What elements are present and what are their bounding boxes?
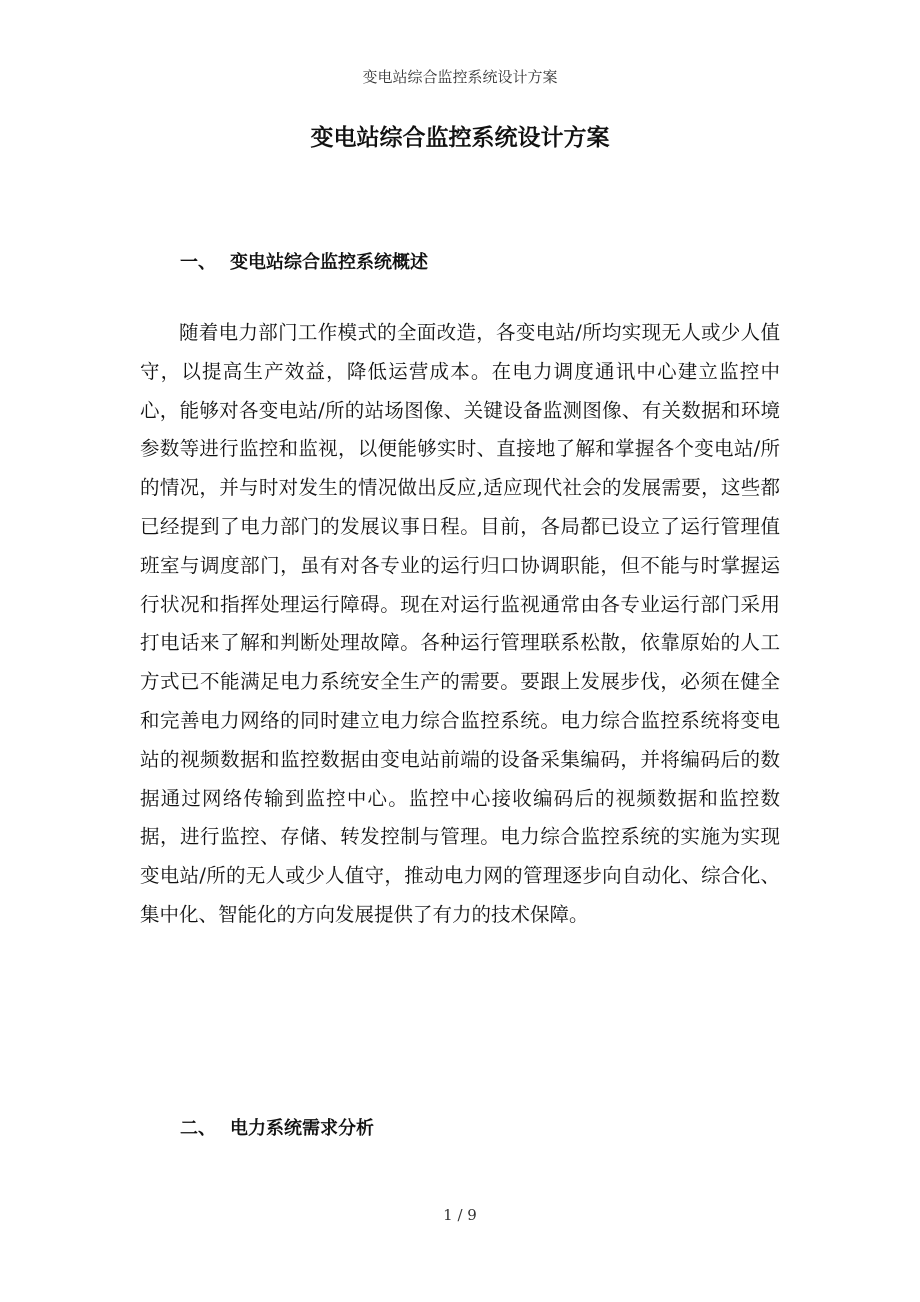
section-number-2: 二、 <box>180 1118 216 1139</box>
section-heading-1 <box>180 248 428 278</box>
running-header: 变电站综合监控系统设计方案 <box>362 68 558 86</box>
section-heading-1-text: 变电站综合监控系统概述 <box>230 252 428 273</box>
section-heading-2-text: 电力系统需求分析 <box>230 1118 374 1139</box>
section-heading-2 <box>180 1114 374 1144</box>
document-title: 变电站综合监控系统设计方案 <box>310 125 610 151</box>
page-number: 1 / 9 <box>443 1206 477 1224</box>
section-1-paragraph: 随着电力部门工作模式的全面改造，各变电站/所均实现无人或少人值守，以提高生产效益，降低运营成本。在电力调度通讯中心建立监控中心，能够对各变电站/所的站场图像、关键设备监测图像、有关数据和环境参数等进行监控和监视，以便能够实时、直接地了解和掌握各个变电站/所的情况，并与时对发生的情况做出反应,适应现代社会的发展需要，这些都已经提到了电力部门的发展议事日程。目前，各局都已设立了运行管理值班室与调度部门，虽有对各专业的运行归口协调职能，但不能与时掌握运行状况和指挥处理运行障碍。现在对运行监视通常由各专业运行部门采用打电话来了解和判断处理故障。各种运行管理联系松散，依靠原始的人工方式已不能满足电力系统安全生产的需要。要跟上发展步伐，必须在健全和完善电力网络的同时建立电力综合监控系统。电力综合监控系统将变电站的视频数据和监控数据由变电站前端的设备采集编码，并将编码后的数据通过网络传输到监控中心。监控中心接收编码后的视频数据和监控数据，进行监控、存储、转发控制与管理。电力综合监控系统的实施为实现变电站/所的无人或少人值守，推动电力网的管理逐步向自动化、综合化、集中化、智能化的方向发展提供了有力的技术保障。 <box>140 321 780 926</box>
section-number-1: 一、 <box>180 252 216 273</box>
